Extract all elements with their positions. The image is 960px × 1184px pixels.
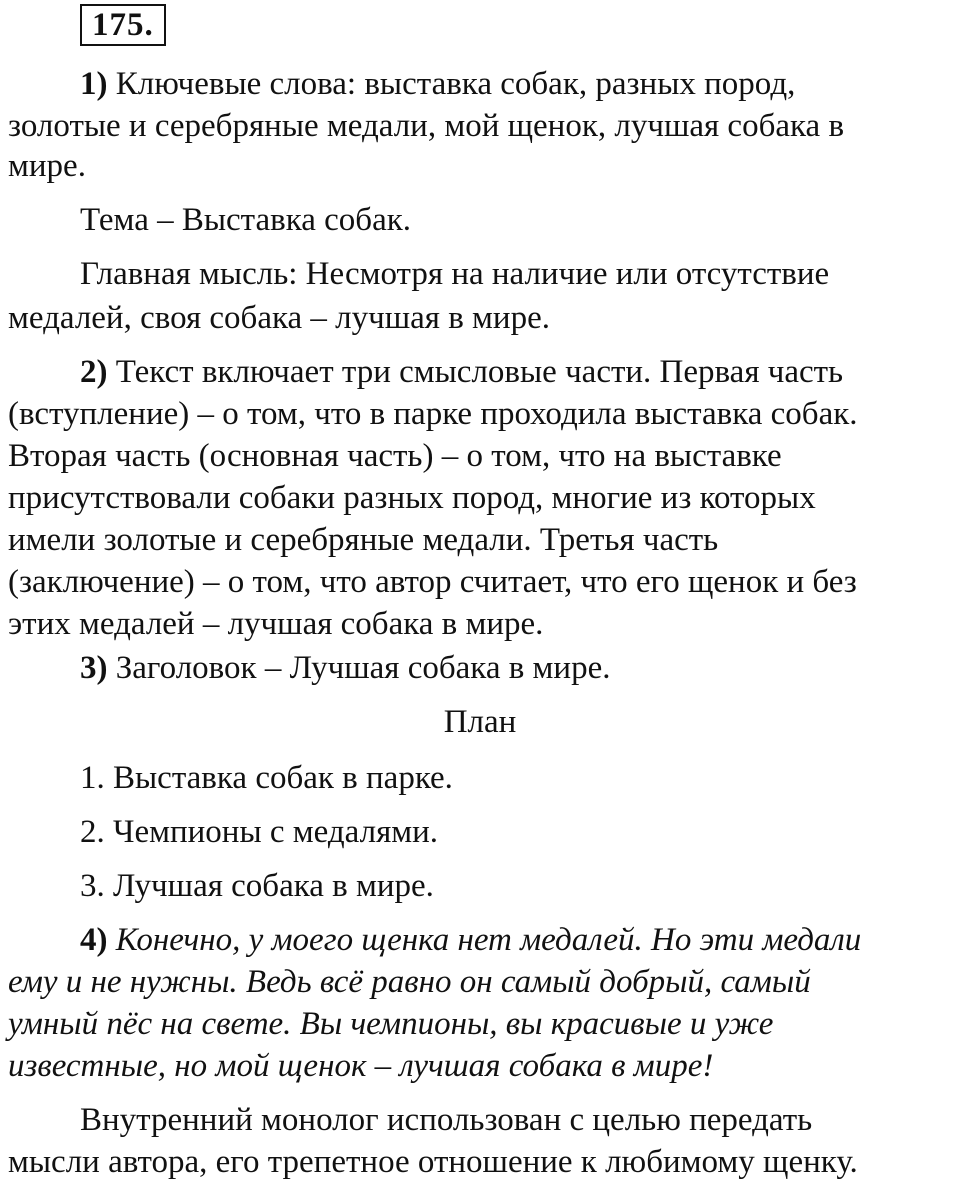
plan-item-2: 2. Чемпионы с медалями. [80,814,439,850]
section3-marker: 3) [80,650,108,686]
section4-text: Конечно, у моего щенка нет медалей. Но эти медали [115,922,862,958]
conclusion-line2: мысли автора, его трепетное отношение к любимому щенку. [8,1144,858,1180]
section3-line1 [80,648,958,688]
section3-text: Заголовок – Лучшая собака в мире. [115,650,611,686]
section2-line6: (заключение) – о том, что автор считает, что его щенок и без [8,564,857,600]
section4-line4: известные, но мой щенок – лучшая собака в мире! [8,1048,714,1084]
section1-marker: 1) [80,66,108,102]
theme-line: Тема – Выставка собак. [80,202,412,238]
plan-title: План [443,704,517,740]
exercise-number: 175. [80,4,166,46]
section2-text: Текст включает три смысловые части. Первая часть [115,354,844,390]
section2-line7: этих медалей – лучшая собака в мире. [8,606,544,642]
section4-line2: ему и не нужны. Ведь всё равно он самый добрый, самый [8,964,811,1000]
section2-line2: (вступление) – о том, что в парке проходила выставка собак. [8,396,858,432]
section2-marker: 2) [80,354,108,390]
section4-marker: 4) [80,922,108,958]
section1-text: Ключевые слова: выставка собак, разных пород, [115,66,796,102]
plan-item-1: 1. Выставка собак в парке. [80,760,453,796]
section2-line3: Вторая часть (основная часть) – о том, что на выставке [8,438,782,474]
main-idea-line1: Главная мысль: Несмотря на наличие или отсутствие [80,256,830,292]
section1-line3: мире. [8,148,86,184]
section1-line2: золотые и серебряные медали, мой щенок, лучшая собака в [8,108,845,144]
conclusion-line1: Внутренний монолог использован с целью передать [80,1102,813,1138]
main-idea-line2: медалей, своя собака – лучшая в мире. [8,300,550,336]
section1-line1 [80,64,958,104]
section2-line4: присутствовали собаки разных пород, многие из которых [8,480,816,516]
plan-item-3: 3. Лучшая собака в мире. [80,868,434,904]
section4-line1 [80,920,958,960]
section2-line1 [80,352,958,392]
section2-line5: имели золотые и серебряные медали. Третья часть [8,522,719,558]
section4-line3: умный пёс на свете. Вы чемпионы, вы красивые и уже [8,1006,774,1042]
